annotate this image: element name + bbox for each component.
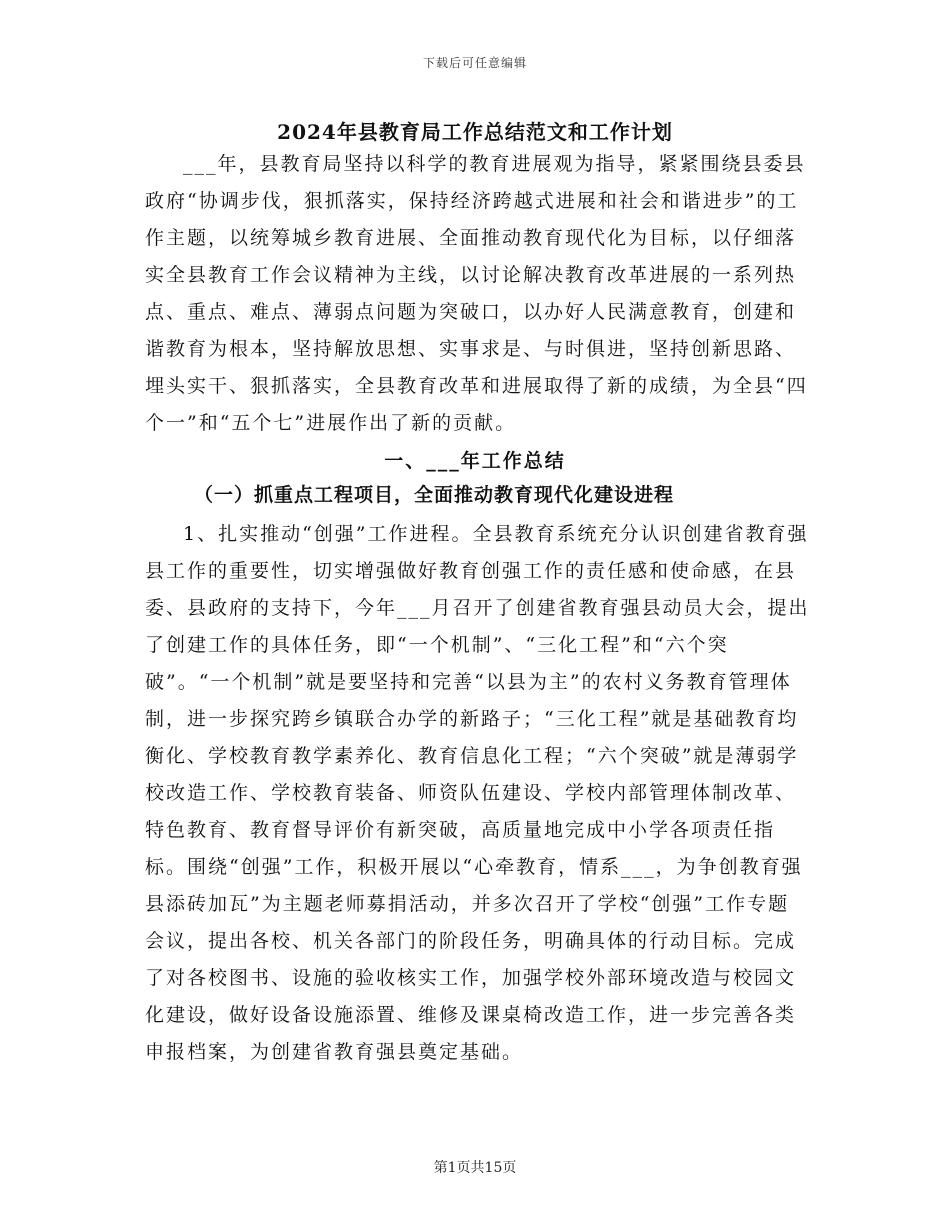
- section-heading: 一、___年工作总结: [384, 450, 566, 472]
- intro-block: [145, 146, 810, 442]
- page-number: 第1页共15页: [433, 1160, 517, 1176]
- intro-paragraph: ___年，县教育局坚持以科学的教育进展观为指导，紧紧围绕县委县政府“协调步伐，狠抓落实，保持经济跨越式进展和社会和谐进步”的工作主题，以统筹城乡教育进展、全面推动教育现代化为目标，以仔细落实全县教育工作会议精神为主线，以讨论解决教育改革进展的一系列热点、重点、难点、薄弱点问题为突破口，以办好人民满意教育，创建和谐教育为根本，坚持解放思想、实事求是、与时俱进，坚持创新思路、埋头实干、狠抓落实，全县教育改革和进展取得了新的成绩，为全县“四个一”和“五个七”进展作出了新的贡献。: [145, 153, 808, 434]
- body-paragraph: 1、扎实推动“创强”工作进程。全县教育系统充分认识创建省教育强县工作的重要性，切实增强做好教育创强工作的责任感和使命感，在县委、县政府的支持下，今年___月召开了创建省教育强县动员大会，提出了创建工作的具体任务，即“一个机制”、“三化工程”和“六个突破”。“一个机制”就是要坚持和完善“以县为主”的农村义务教育管理体制，进一步探究跨乡镇联合办学的新路子；“三化工程”就是基础教育均衡化、学校教育教学素养化、教育信息化工程；“六个突破”就是薄弱学校改造工作、学校教育装备、师资队伍建设、学校内部管理体制改革、特色教育、教育督导评价有新突破，高质量地完成中小学各项责任指标。围绕“创强”工作，积极开展以“心牵教育，情系___，为争创教育强县添砖加瓦”为主题老师募捐活动，并多次召开了学校“创强”工作专题会议，提出各校、机关各部门的阶段任务，明确具体的行动目标。完成了对各校图书、设施的验收核实工作，加强学校外部环境改造与校园文化建设，做好设备设施添置、维修及课桌椅改造工作，进一步完善各类申报档案，为创建省教育强县奠定基础。: [145, 523, 810, 1063]
- body-block: [145, 516, 810, 1071]
- header-note: 下载后可任意编辑: [422, 56, 527, 70]
- sub-heading: （一）抓重点工程项目，全面推动教育现代化建设进程: [194, 484, 675, 506]
- document-title: 2024年县教育局工作总结范文和工作计划: [277, 120, 673, 144]
